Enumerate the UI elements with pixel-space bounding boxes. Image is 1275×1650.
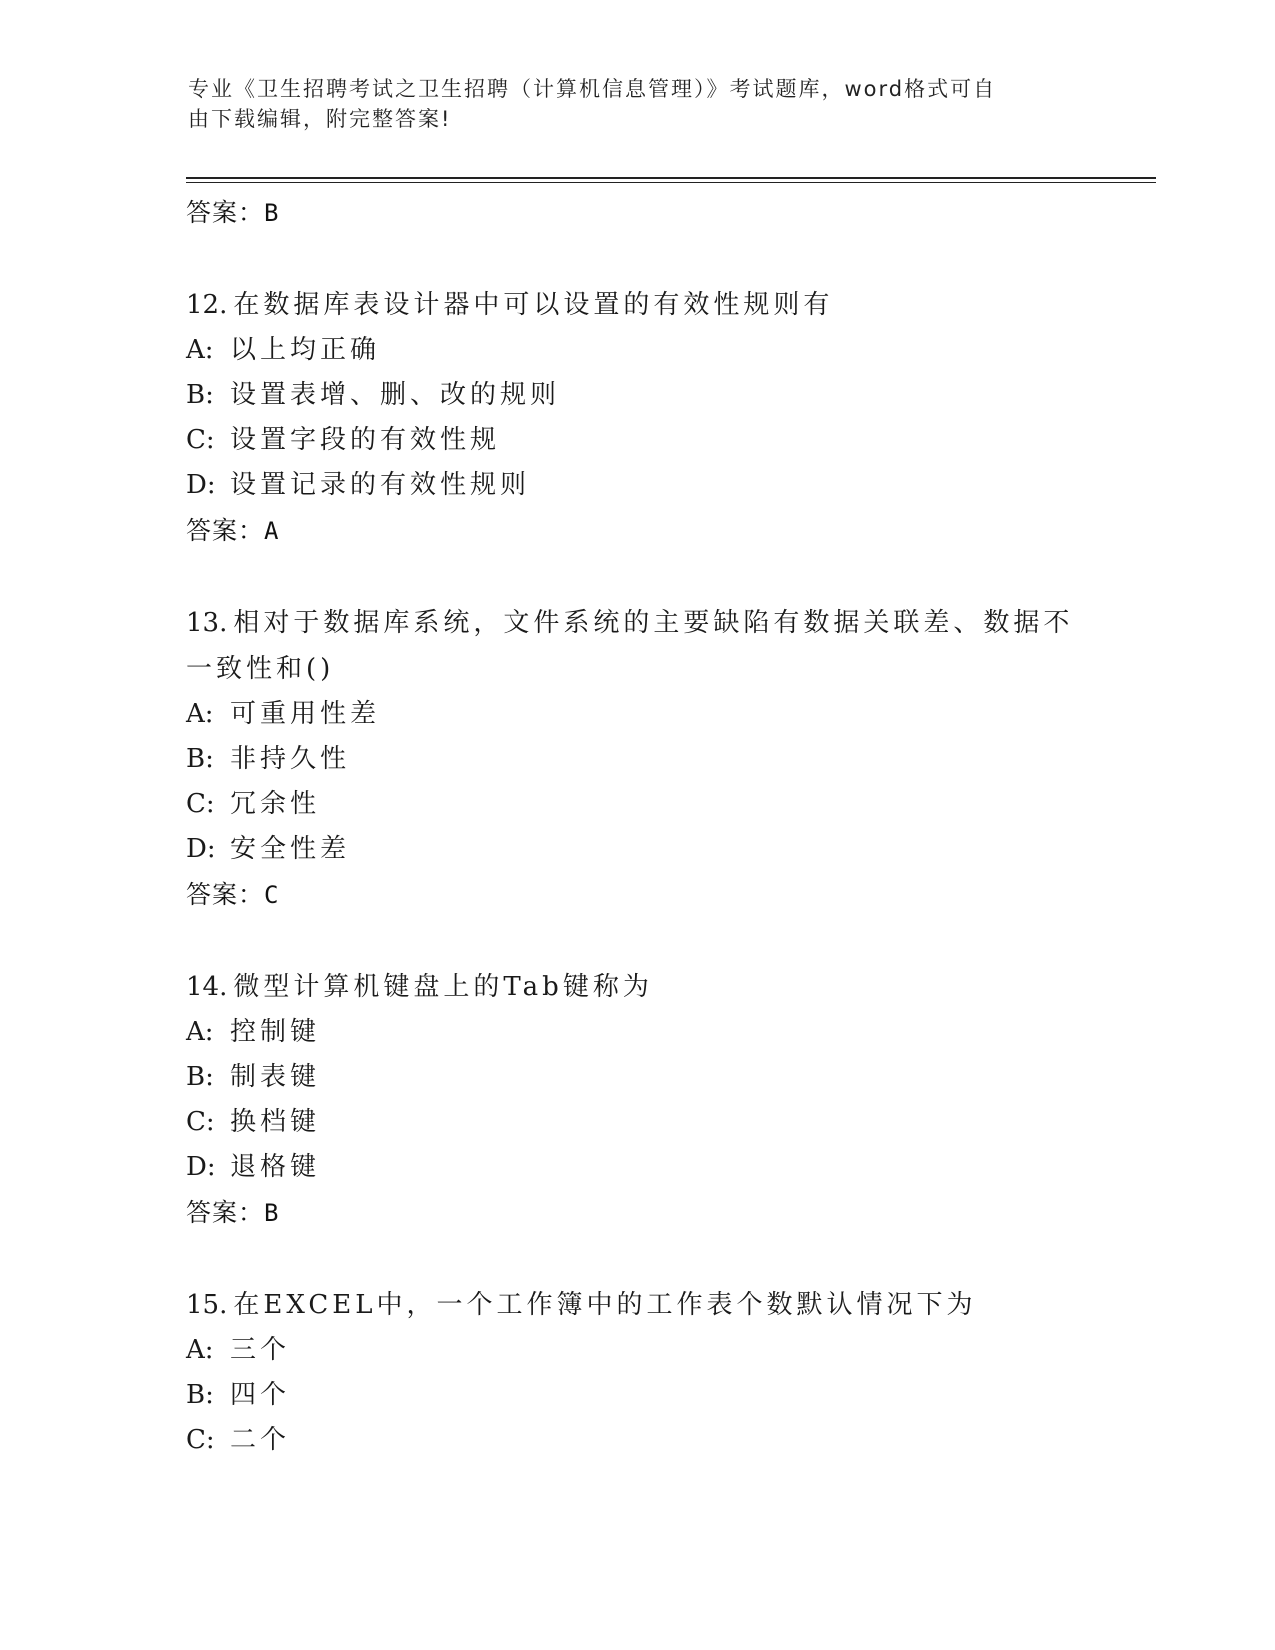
- option-text: 制表键: [230, 1062, 321, 1092]
- answer-label: 答案：: [186, 880, 265, 909]
- option-b: [186, 373, 1146, 418]
- answer-line: [186, 508, 1146, 553]
- document-header: [188, 74, 1088, 134]
- option-key: C:: [186, 425, 215, 455]
- option-text: 以上均正确: [230, 335, 381, 365]
- header-line-1: 专业《卫生招聘考试之卫生招聘（计算机信息管理）》考试题库，word格式可自: [188, 77, 997, 101]
- option-text: 可重用性差: [230, 699, 381, 729]
- question-text: [186, 964, 1086, 1010]
- option-key: D:: [186, 1152, 216, 1182]
- answer-line: [186, 1190, 1146, 1235]
- option-key: C:: [186, 1425, 215, 1455]
- question-number: 13.: [186, 608, 228, 638]
- question-list: [186, 190, 1146, 1463]
- option-text: 四个: [230, 1380, 291, 1410]
- question-stem: 微型计算机键盘上的Tab键称为: [233, 972, 653, 1002]
- option-a: [186, 692, 1146, 737]
- option-text: 设置字段的有效性规: [230, 425, 501, 455]
- option-text: 安全性差: [230, 834, 351, 864]
- option-a: [186, 1328, 1146, 1373]
- option-key: D:: [186, 470, 216, 500]
- option-text: 退格键: [230, 1152, 321, 1182]
- question-text: [186, 600, 1086, 692]
- option-key: A:: [186, 1335, 214, 1365]
- header-divider: [186, 177, 1156, 179]
- option-text: 控制键: [230, 1017, 321, 1047]
- question-text: [186, 282, 1086, 328]
- option-text: 设置记录的有效性规则: [230, 470, 531, 500]
- question-stem: 相对于数据库系统，文件系统的主要缺陷有数据关联差、数据不一致性和(): [186, 608, 1074, 684]
- answer-label: 答案：: [186, 198, 265, 227]
- option-c: [186, 782, 1146, 827]
- spacer: [186, 1235, 1146, 1282]
- answer-value: B: [264, 1199, 280, 1227]
- option-b: [186, 1055, 1146, 1100]
- option-text: 非持久性: [230, 744, 351, 774]
- question-text: [186, 1282, 1086, 1328]
- option-text: 换档键: [230, 1107, 321, 1137]
- option-b: [186, 737, 1146, 782]
- question-number: 12.: [186, 290, 228, 320]
- option-b: [186, 1373, 1146, 1418]
- option-text: 二个: [230, 1425, 291, 1455]
- question-number: 14.: [186, 972, 228, 1002]
- option-key: C:: [186, 1107, 215, 1137]
- option-a: [186, 1010, 1146, 1055]
- question-number: 15.: [186, 1290, 228, 1320]
- option-key: A:: [186, 335, 214, 365]
- option-key: B:: [186, 1062, 214, 1092]
- option-d: [186, 1145, 1146, 1190]
- answer-line: [186, 872, 1146, 917]
- option-text: 冗余性: [230, 789, 321, 819]
- spacer: [186, 917, 1146, 964]
- option-c: [186, 1418, 1146, 1463]
- header-divider-thin: [186, 182, 1156, 183]
- answer-value: B: [264, 199, 280, 227]
- question-stem: 在EXCEL中，一个工作簿中的工作表个数默认情况下为: [233, 1290, 977, 1320]
- option-key: C:: [186, 789, 215, 819]
- answer-value: A: [264, 517, 280, 545]
- option-c: [186, 1100, 1146, 1145]
- header-line-2: 由下载编辑，附完整答案!: [188, 107, 452, 131]
- option-key: B:: [186, 1380, 214, 1410]
- option-key: B:: [186, 744, 214, 774]
- answer-value: C: [264, 881, 280, 909]
- answer-line: [186, 190, 1146, 235]
- option-c: [186, 418, 1146, 463]
- spacer: [186, 553, 1146, 600]
- option-key: A:: [186, 1017, 214, 1047]
- option-key: A:: [186, 699, 214, 729]
- option-key: B:: [186, 380, 214, 410]
- answer-label: 答案：: [186, 516, 265, 545]
- option-text: 设置表增、删、改的规则: [230, 380, 561, 410]
- option-text: 三个: [230, 1335, 291, 1365]
- option-d: [186, 463, 1146, 508]
- answer-label: 答案：: [186, 1198, 265, 1227]
- option-key: D:: [186, 834, 216, 864]
- spacer: [186, 235, 1146, 282]
- question-stem: 在数据库表设计器中可以设置的有效性规则有: [233, 290, 834, 320]
- option-a: [186, 328, 1146, 373]
- option-d: [186, 827, 1146, 872]
